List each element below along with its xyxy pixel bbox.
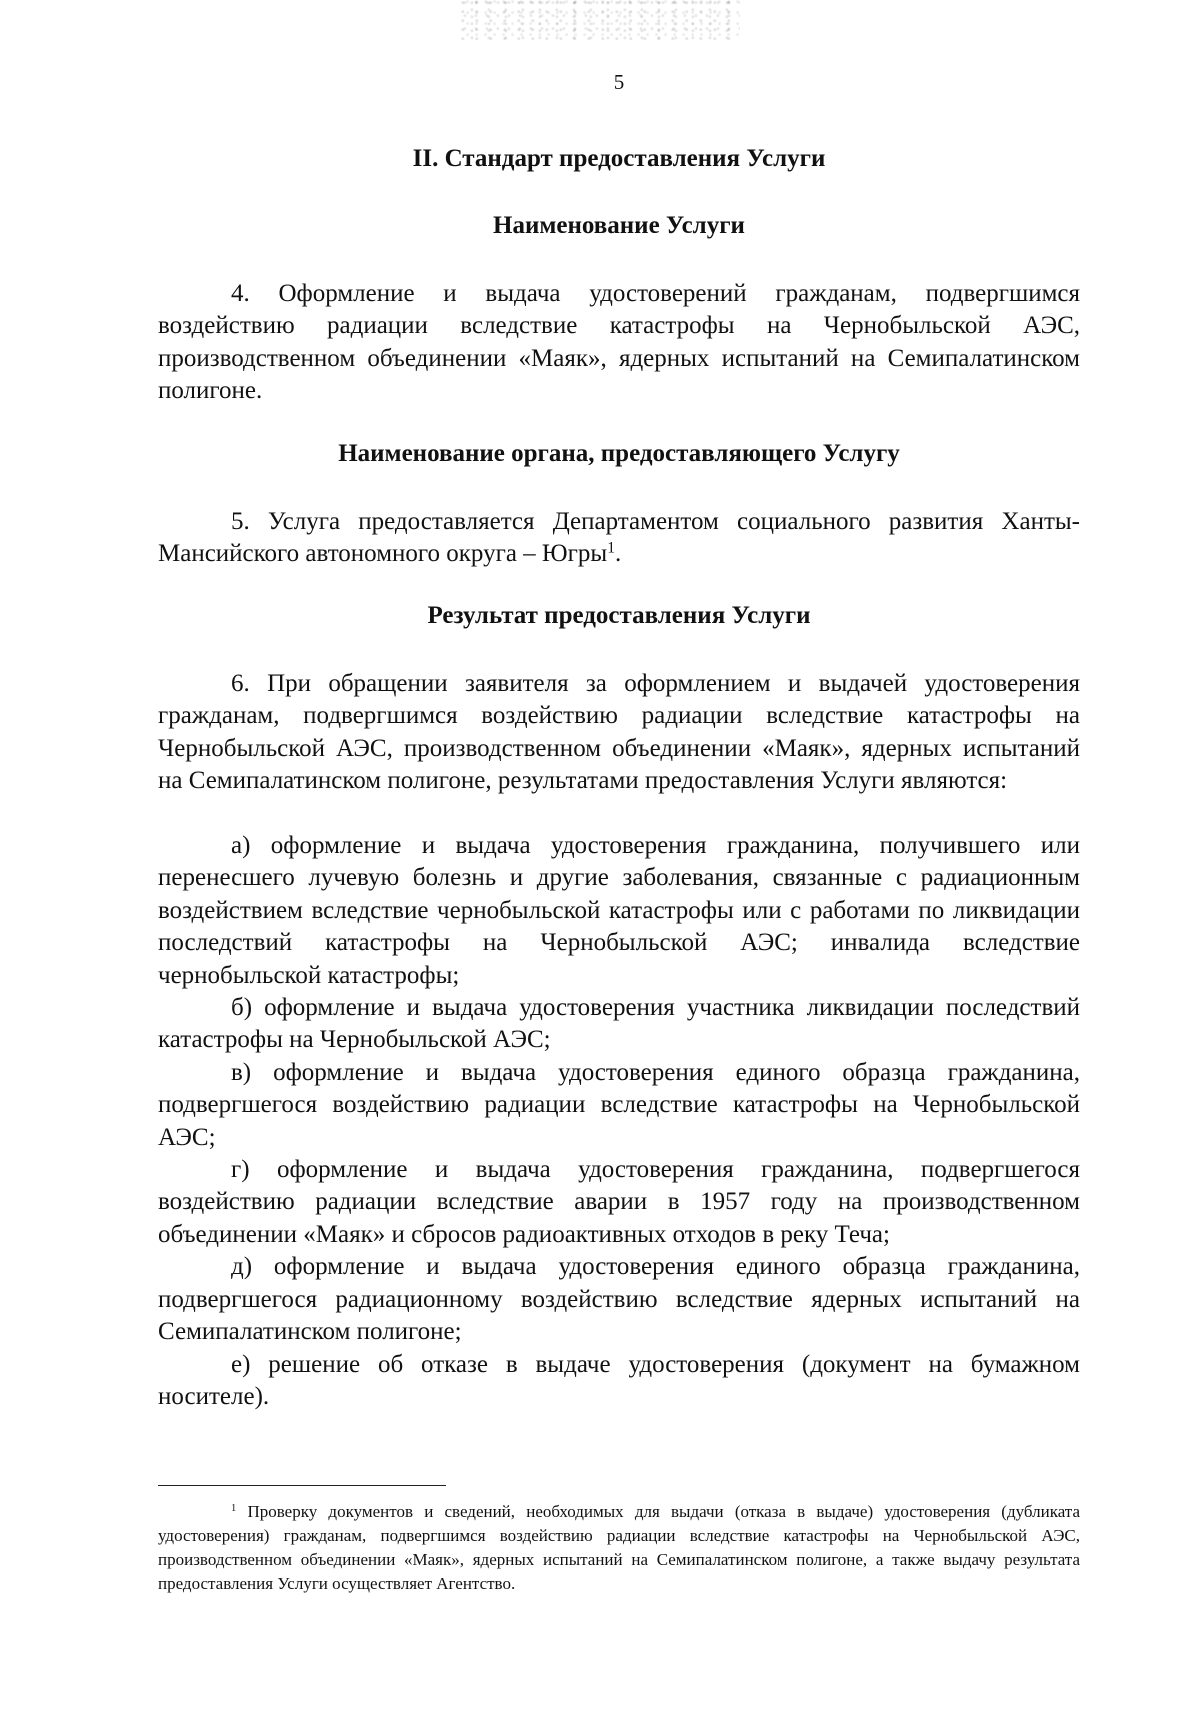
section-title: II. Стандарт предоставления Услуги	[412, 145, 826, 172]
paragraph-6: 6. При обращении заявителя за оформлением и выдачей удостоверения гражданам, подвергшимся воздействию радиации вследствие катастрофы на Чернобыльской АЭС, производственном объединении «Маяк», ядерных испытаний на Семипалатинском полигоне, результатами предоставления Услуги являются:	[158, 670, 1080, 795]
list-item: а) оформление и выдача удостоверения гражданина, получившего или перенесшего лучевую болезнь и другие заболевания, связанные с радиационным воздействием вследствие чернобыльской катастрофы или с работами по ликвидации последствий катастрофы на Чернобыльской АЭС; инвалида вследствие чернобыльской катастрофы;	[158, 832, 1080, 989]
list-item: б) оформление и выдача удостоверения участника ликвидации последствий катастрофы на Чернобыльской АЭС;	[158, 994, 1080, 1054]
heading-service-name: Наименование Услуги	[493, 212, 745, 239]
footnote-text: Проверку документов и сведений, необходимых для выдачи (отказа в выдаче) удостоверения (дубликата удостоверения) гражданам, подвергшимся воздействию радиации вследствие катастрофы на Чернобыльской АЭС, производственном объединении «Маяк», ядерных испытаний на Семипалатинском полигоне, а также выдачу результата предоставления Услуги осуществляет Агентство.	[158, 1502, 1080, 1593]
results-list	[158, 830, 1080, 1413]
list-item: г) оформление и выдача удостоверения гражданина, подвергшегося воздействию радиации вследствие аварии в 1957 году на производственном объединении «Маяк» и сбросов радиоактивных отходов в реку Теча;	[158, 1156, 1080, 1248]
page-number: 5	[613, 70, 625, 94]
footnote-mark: 1	[231, 1503, 237, 1515]
paragraph-5-text: 5. Услуга предоставляется Департаментом социального развития Ханты-Мансийского автономного округа – Югры	[158, 508, 1080, 568]
paragraph-5	[158, 506, 1080, 571]
scan-artifact	[460, 0, 740, 40]
paragraph-5-end: .	[614, 540, 622, 568]
list-item: в) оформление и выдача удостоверения единого образца гражданина, подвергшегося воздействию радиации вследствие катастрофы на Чернобыльской АЭС;	[158, 1058, 1080, 1151]
heading-provider: Наименование органа, предоставляющего Услугу	[338, 440, 900, 467]
list-item: е) решение об отказе в выдаче удостоверения (документ на бумажном носителе).	[158, 1350, 1080, 1410]
list-item: д) оформление и выдача удостоверения единого образца гражданина, подвергшегося радиационному воздействию вследствие ядерных испытаний на Семипалатинском полигоне;	[158, 1253, 1080, 1346]
footnote-reference[interactable]: 1	[607, 539, 615, 557]
footnote-divider	[158, 1485, 446, 1486]
paragraph-4: 4. Оформление и выдача удостоверений гражданам, подвергшимся воздействию радиации вследствие катастрофы на Чернобыльской АЭС, производственном объединении «Маяк», ядерных испытаний на Семипалатинском полигоне.	[158, 280, 1080, 405]
heading-result: Результат предоставления Услуги	[427, 602, 811, 629]
footnote	[158, 1500, 1080, 1596]
